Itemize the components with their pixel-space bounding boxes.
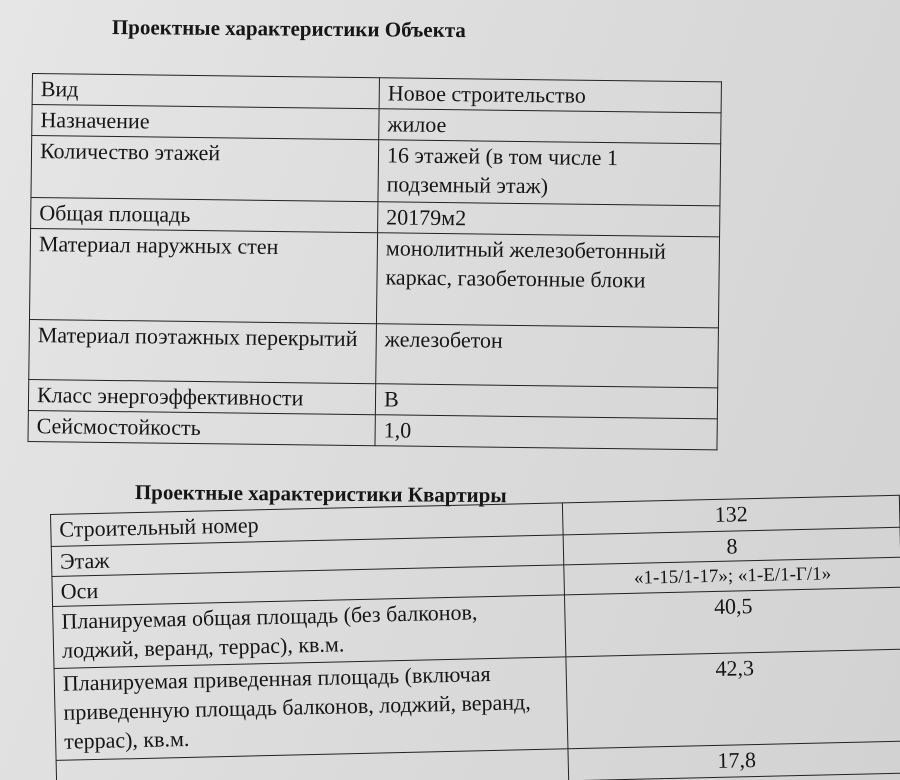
- row-value: 17,8: [568, 741, 900, 780]
- row-value: 8: [563, 527, 900, 565]
- row-value: жилое: [379, 109, 721, 144]
- row-value: 1,0: [375, 415, 717, 450]
- row-label: Строительный номер: [51, 503, 564, 547]
- object-characteristics-table: [27, 73, 721, 450]
- row-label: Количество этажей: [31, 136, 379, 202]
- row-label: Материал наружных стен: [29, 228, 377, 323]
- row-label: Назначение: [32, 105, 379, 140]
- row-value: 132: [562, 495, 900, 535]
- table-row: [31, 136, 721, 206]
- object-section-title: Проектные характеристики Объекта: [111, 15, 466, 43]
- row-label: Планируемая общая площадь (без балконов, лоджий, веранд, террас), кв.м.: [53, 595, 566, 669]
- row-label: Этаж: [51, 535, 564, 577]
- row-value: 16 этажей (в том числе 1 подземный этаж): [378, 140, 721, 206]
- row-label: Материал поэтажных перекрытий: [29, 319, 377, 383]
- row-label: Оси: [52, 565, 565, 607]
- row-value: В: [375, 384, 717, 419]
- row-value: железобетон: [376, 324, 719, 388]
- apartment-section-title: Проектные характеристики Квартиры: [134, 480, 507, 508]
- row-label: Вид: [32, 74, 379, 109]
- table-row: [29, 228, 719, 327]
- row-value: 42,3: [566, 649, 900, 749]
- row-value: монолитный железобетонный каркас, газобетонные блоки: [376, 233, 719, 328]
- row-label: Класс энергоэффективности: [28, 379, 375, 414]
- row-label: Общая площадь: [31, 197, 378, 232]
- row-value: «1-15/1-17»; «1-Е/1-Г/1»: [564, 557, 900, 595]
- row-label: Планируемая приведенная площадь (включая приведенную площадь балконов, лоджий, веранд, террас), кв.м.: [54, 657, 568, 761]
- row-label: Сейсмостойкость: [28, 410, 375, 445]
- table-row: [29, 319, 719, 387]
- row-value: 40,5: [564, 587, 900, 657]
- row-value: Новое строительство: [379, 78, 721, 113]
- row-value: 20179м2: [378, 202, 720, 237]
- apartment-characteristics-table: [50, 495, 900, 780]
